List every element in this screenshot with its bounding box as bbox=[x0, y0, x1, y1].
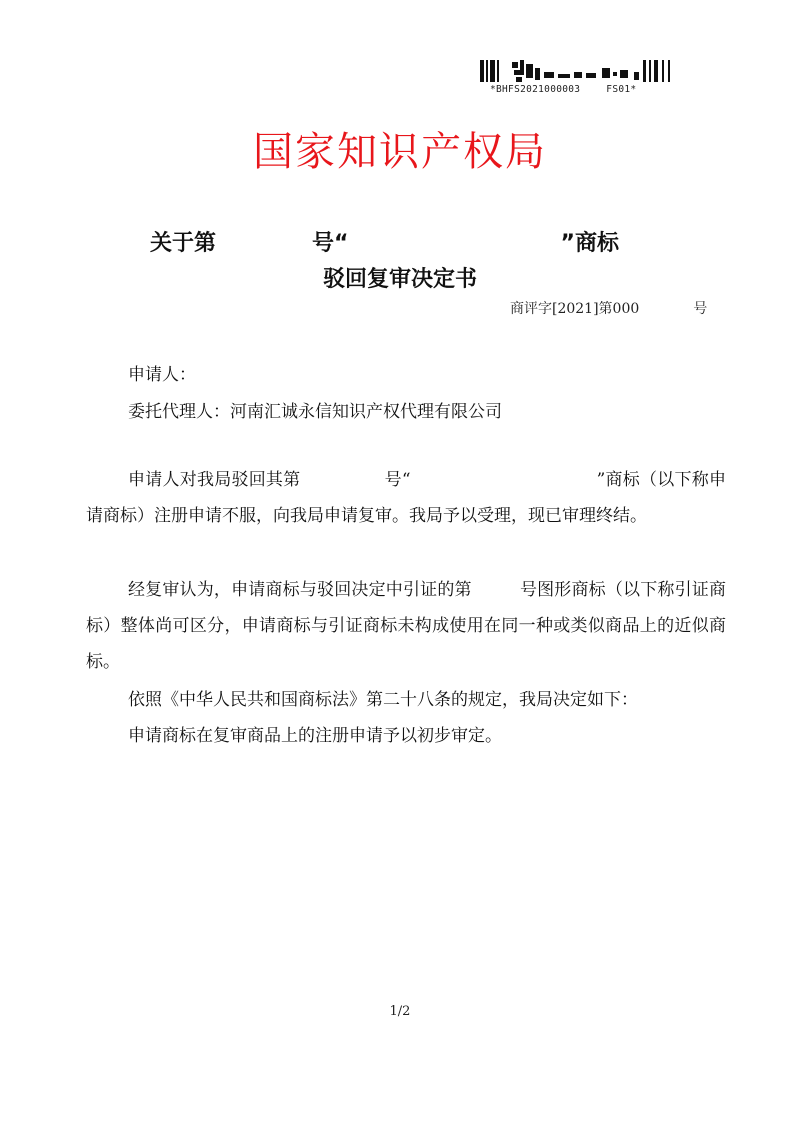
p1-part-b: 号“ bbox=[384, 470, 411, 490]
page-number: 1/2 bbox=[389, 1004, 411, 1019]
document-title-line1 bbox=[150, 226, 619, 257]
paragraph-4: 申请商标在复审商品上的注册申请予以初步审定。 bbox=[128, 726, 502, 746]
p2-part-b: 号图形商标（以下称引证商标）整体尚可区分，申请商标与引证商标未构成使用在同一种或类似商品上的近似商标。 bbox=[86, 580, 726, 672]
agency-title: 国家知识产权局 bbox=[253, 129, 547, 175]
paragraph-3: 依照《中华人民共和国商标法》第二十八条的规定，我局决定如下： bbox=[128, 690, 638, 710]
barcode-number-end: FS01* bbox=[606, 84, 637, 95]
paragraph-1 bbox=[86, 462, 726, 534]
p1-part-a: 申请人对我局驳回其第 bbox=[128, 470, 301, 490]
barcode bbox=[478, 58, 688, 84]
document-number-suffix: 号 bbox=[693, 301, 708, 317]
redaction bbox=[580, 85, 606, 95]
agent-label: 委托代理人： bbox=[128, 402, 230, 422]
document-number-prefix: 商评字[2021]第000 bbox=[510, 301, 640, 317]
barcode-number bbox=[490, 84, 690, 95]
agent-field bbox=[128, 397, 502, 422]
applicant-field bbox=[128, 360, 196, 385]
paragraph-2 bbox=[86, 572, 726, 680]
title-part-1: 关于第 bbox=[150, 231, 217, 256]
p1-part-c: ”商标（以下称申请商标）注册申请不服，向我局申请复审。我局予以受理，现已审理终结。 bbox=[86, 470, 726, 526]
p2-part-a: 经复审认为，申请商标与驳回决定中引证的第 bbox=[128, 580, 472, 600]
agent-value: 河南汇诚永信知识产权代理有限公司 bbox=[230, 402, 502, 422]
document-number bbox=[510, 298, 707, 318]
title-part-2: 号“ bbox=[312, 231, 349, 256]
applicant-label: 申请人： bbox=[128, 365, 196, 385]
barcode-number-start: *BHFS2021000003 bbox=[490, 84, 581, 95]
title-part-3: ”商标 bbox=[560, 231, 619, 256]
document-title-line2: 驳回复审决定书 bbox=[322, 267, 477, 292]
